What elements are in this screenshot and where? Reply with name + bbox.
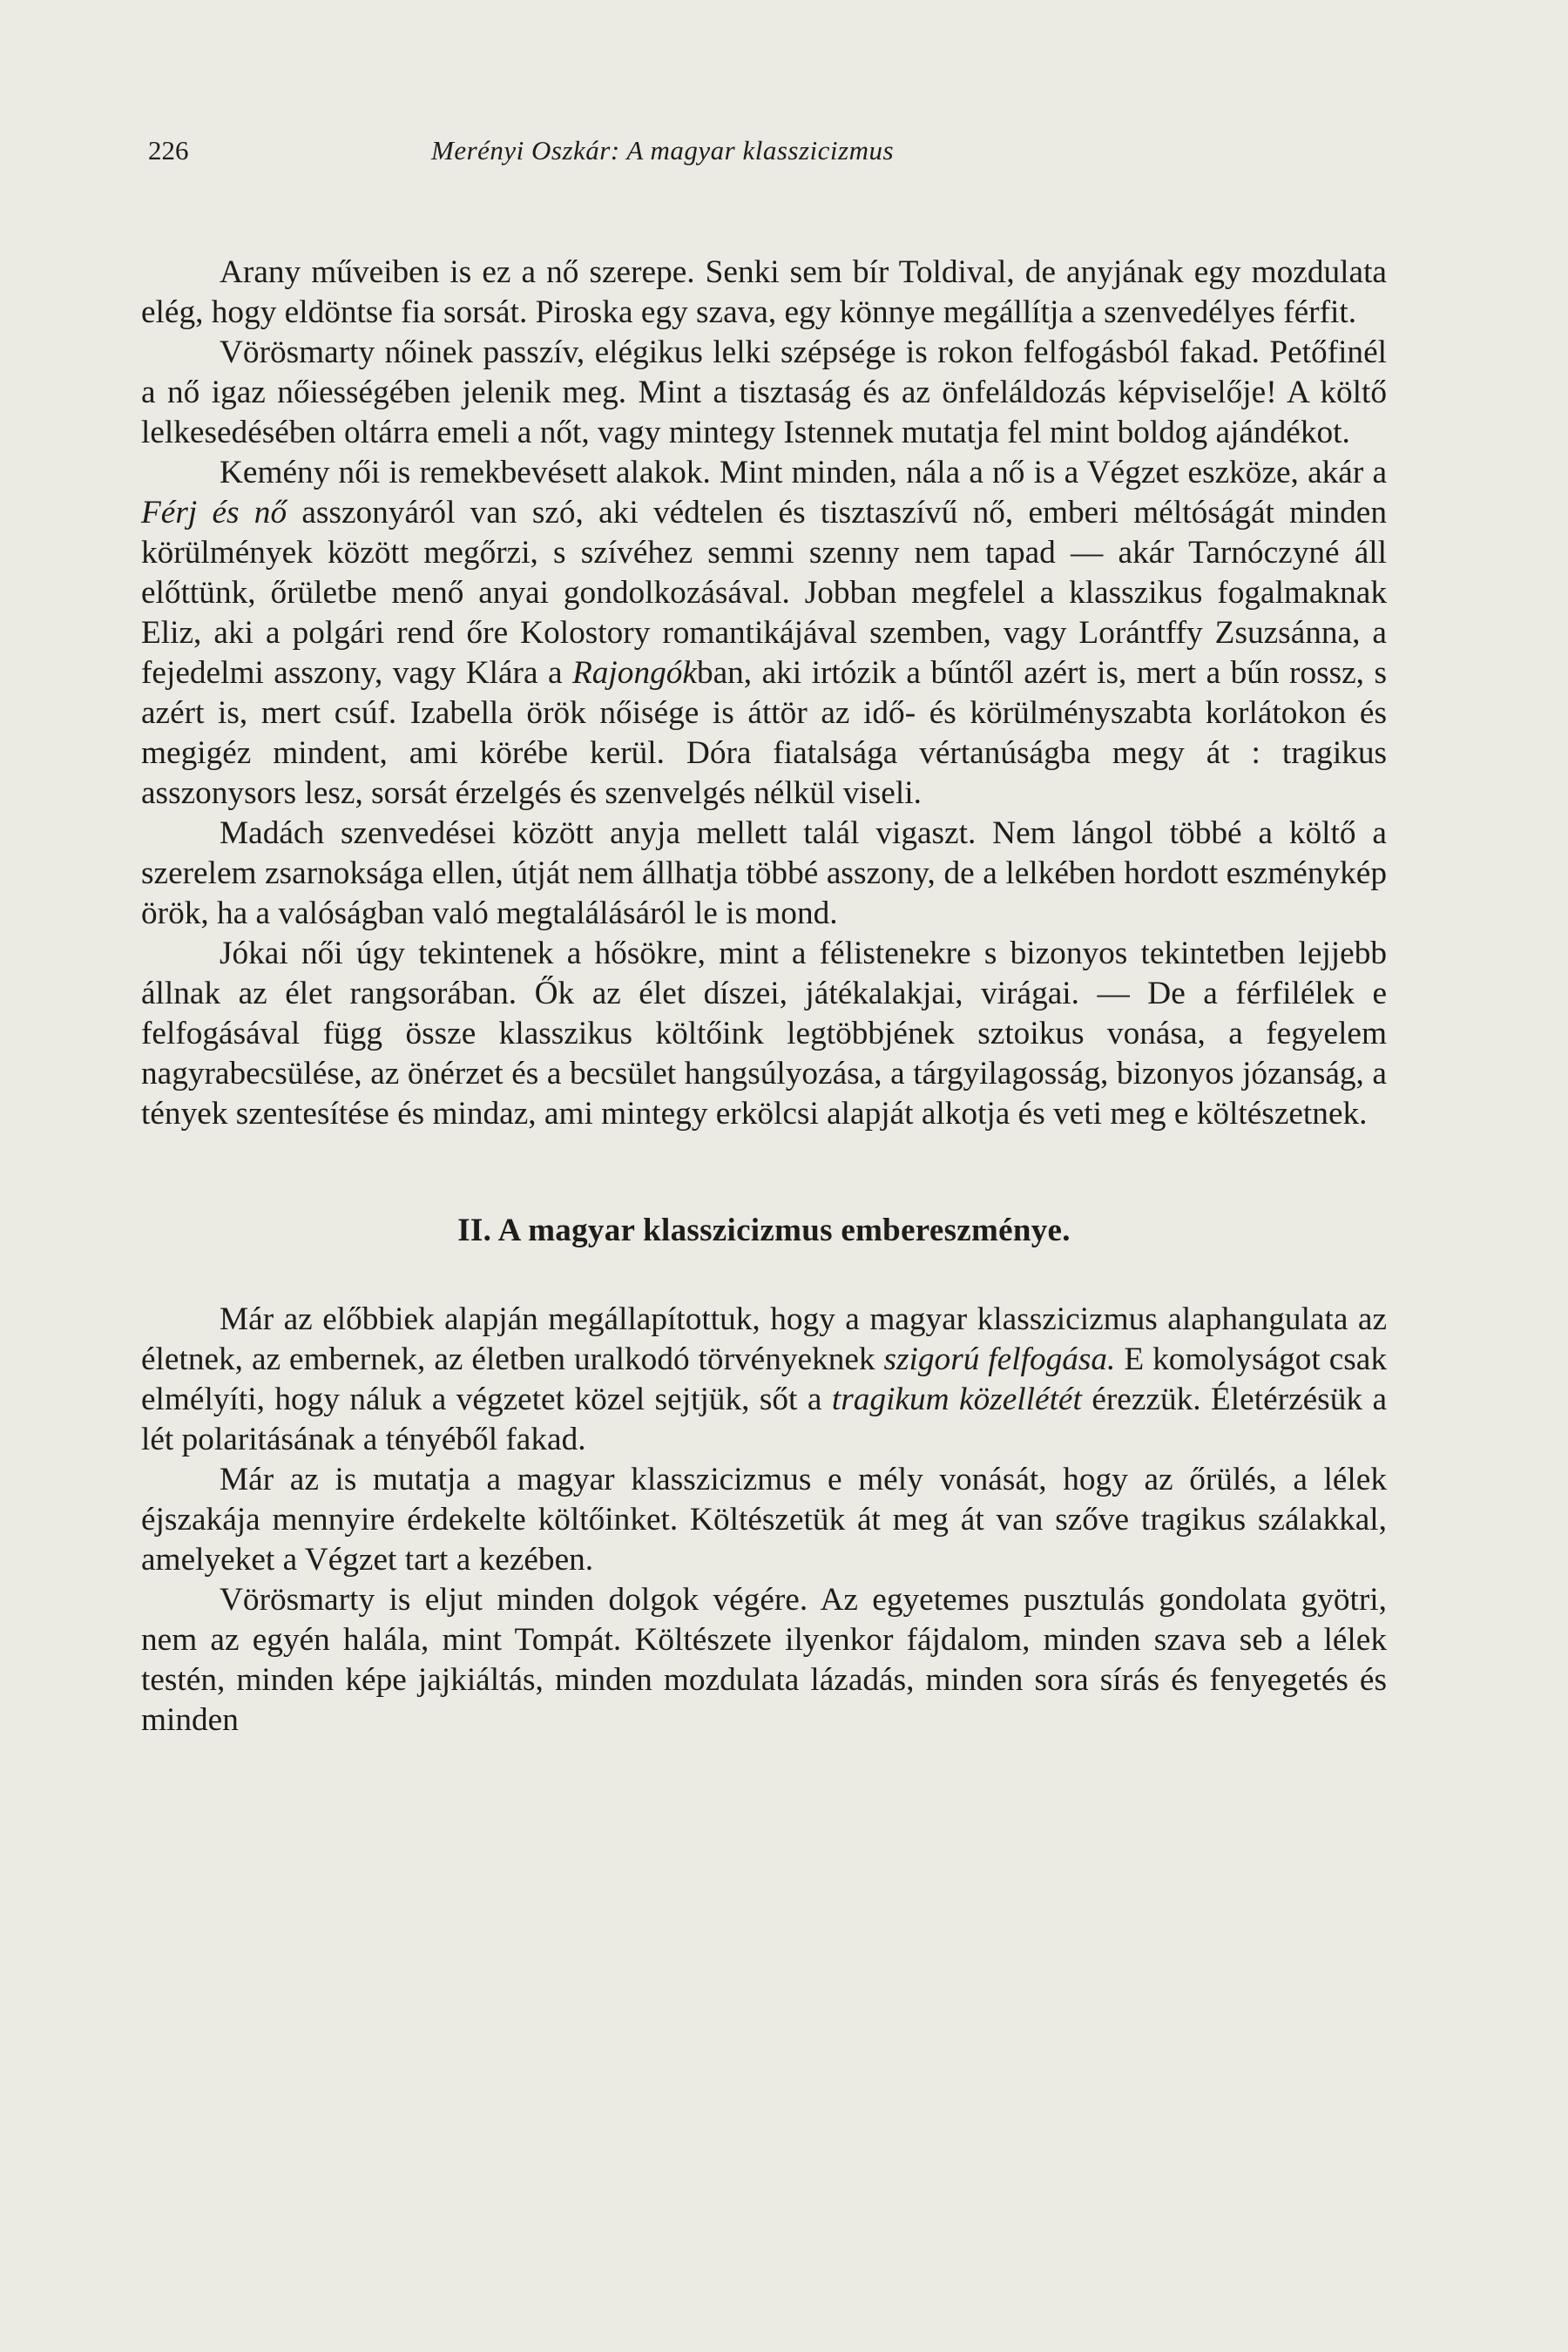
page-number: 226 xyxy=(148,135,189,166)
italic-text: szigorú felfogása. xyxy=(883,1342,1116,1377)
paragraph xyxy=(141,333,1387,453)
paragraphs-before-heading xyxy=(141,253,1387,1134)
paragraph-text: E komolyságot csak elmélyíti, hogy náluk a végzetet közel sejtjük, sőt a xyxy=(141,1342,1387,1417)
paragraph-text: Arany műveiben is ez a nő szerepe. Senki sem bír Toldival, de anyjának egy mozdulata elég, hogy eldöntse fia sorsát. Piroska egy szava, egy könnye megállítja a szenvedélyes férfit. xyxy=(141,254,1387,330)
paragraph xyxy=(141,814,1387,934)
paragraph-text: Kemény női is remekbevésett alakok. Mint minden, nála a nő is a Végzet eszköze, akár a xyxy=(220,455,1387,490)
paragraph-text: ban, aki irtózik a bűntől azért is, mert a bűn rossz, s azért is, mert csúf. Izabella örök nőisége is áttör az idő- és körülményszabta korlátokon és megigéz mindent, ami körébe kerül. Dóra fiatalsága vértanúságba megy át : tragikus asszonysors lesz, sorsát érzelgés és szenvelgés nélkül viseli. xyxy=(141,655,1387,811)
paragraph-text: Már az előbbiek alapján megállapítottuk, hogy a magyar klasszicizmus alaphangulata az életnek, az embernek, az életben uralkodó törvényeknek xyxy=(141,1301,1387,1377)
paragraphs-after-heading xyxy=(141,1300,1387,1740)
italic-text: Rajongók xyxy=(572,655,697,691)
paragraph-text: Vörösmarty nőinek passzív, elégikus lelki szépsége is rokon felfogásból fakad. Petőfinél a nő igaz nőiességében jelenik meg. Mint a tisztaság és az önfeláldozás képviselője! A költő lelkesedésében oltárra emeli a nőt, vagy mintegy Istennek mutatja fel mint boldog ajándékot. xyxy=(141,335,1387,450)
paragraph-text: asszonyáról van szó, aki védtelen és tisztaszívű nő, emberi méltóságát minden körülmények között megőrzi, s szívéhez semmi szenny nem tapad — akár Tarnóczyné áll előttünk, őrületbe menő anyai gondolkozásával. Jobban megfelel a klasszikus fogalmaknak Eliz, aki a polgári rend őre Kolostory romantikájával szemben, vagy Lorántffy Zsuzsánna, a fejedelmi asszony, vagy Klára a xyxy=(141,495,1387,691)
paragraph xyxy=(141,934,1387,1134)
paragraph xyxy=(141,453,1387,814)
paragraph-text: Már az is mutatja a magyar klasszicizmus e mély vonását, hogy az őrülés, a lélek éjszakája mennyire érdekelte költőinket. Költészetük át meg át van szőve tragikus szálakkal, amelyeket a Végzet tart a kezében. xyxy=(141,1462,1387,1578)
paragraph-text: Madách szenvedései között anyja mellett talál vigaszt. Nem lángol többé a költő a szerelem zsarnoksága ellen, útját nem állhatja többé asszony, de a lelkében hordott eszménykép örök, ha a valóságban való megtalálásáról le is mond. xyxy=(141,815,1387,931)
section-heading: II. A magyar klasszicizmus embereszménye. xyxy=(457,1213,1071,1248)
italic-text: tragikum közellétét xyxy=(831,1382,1082,1417)
paragraph xyxy=(141,1580,1387,1740)
paragraph-text: érezzük. Életérzésük a lét polaritásának a tényéből fakad. xyxy=(141,1382,1387,1457)
italic-text: Férj és nő xyxy=(141,495,287,531)
paragraph xyxy=(141,1460,1387,1580)
paragraph-text: Vörösmarty is eljut minden dolgok végére. Az egyetemes pusztulás gondolata gyötri, nem az egyén halála, mint Tompát. Költészete ilyenkor fájdalom, minden szava seb a lélek testén, minden képe jajkiáltás, minden mozdulata lázadás, minden sora sírás és fenyegetés és minden xyxy=(141,1582,1387,1738)
running-head xyxy=(148,135,1394,179)
paragraph-text: Jókai női úgy tekintenek a hősökre, mint a félistenekre s bizonyos tekintetben lejjebb állnak az élet rangsorában. Ők az élet díszei, játékalakjai, virágai. — De a férfilélek e felfogásával függ össze klasszikus költőink legtöbbjének sztoikus vonása, a fegyelem nagyrabecsülése, az önérzet és a becsület hangsúlyozása, a tárgyilagosság, bizonyos józanság, a tények szentesítése és mindaz, ami mintegy erkölcsi alapját alkotja és veti meg e költészetnek. xyxy=(141,936,1387,1132)
running-title: Merényi Oszkár: A magyar klasszicizmus xyxy=(431,135,895,166)
paragraph xyxy=(141,253,1387,333)
paragraph xyxy=(141,1300,1387,1460)
text-block xyxy=(141,253,1387,1740)
